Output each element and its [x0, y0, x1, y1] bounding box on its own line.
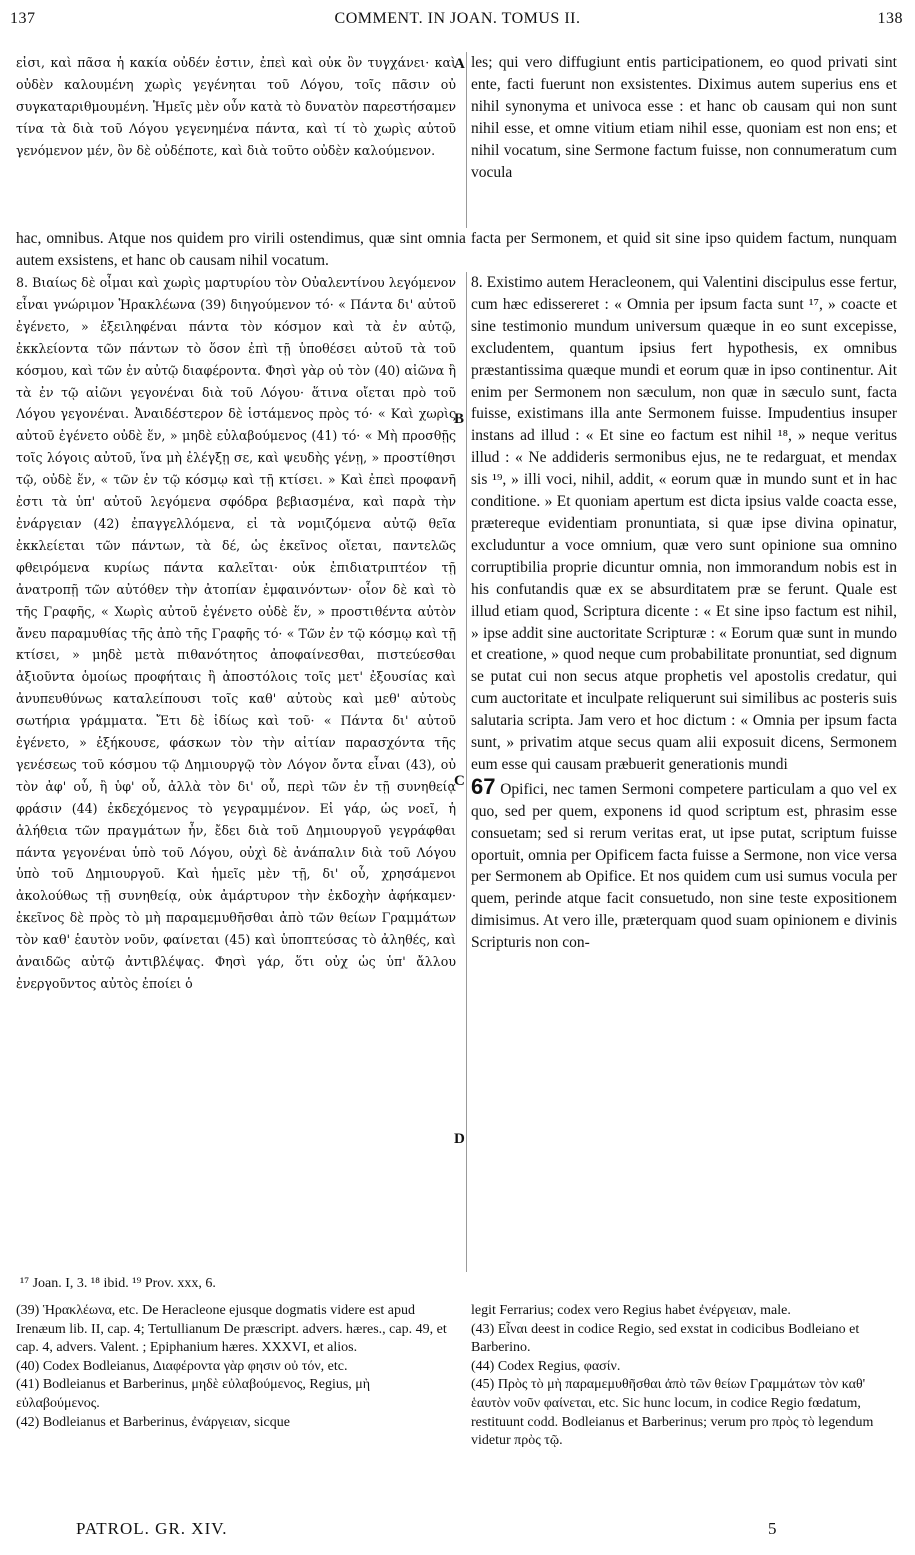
column-rule-main [466, 272, 467, 1272]
left-page-number: 137 [10, 10, 36, 27]
footnote-40: (40) Codex Bodleianus, Διαφέροντα γὰρ φησιν οὐ τόν, etc. [16, 1358, 348, 1374]
footnote-41: (41) Bodleianus et Barberinus, μηδὲ εὐλαβούμενος, Regius, μὴ εὐλαβούμενος. [16, 1377, 371, 1411]
latin-column-main [471, 272, 897, 1272]
greek-text-top: εἰσι, καὶ πᾶσα ἡ κακία οὐδέν ἐστιν, ἐπεὶ καὶ οὐκ ὂν τυγχάνει· καὶ οὐδὲν καλουμένη χωρὶς γεγένηται τοῦ Λόγου, τοῖς πᾶσιν οὐ συγκαταριθμουμένη. Ἡμεῖς μὲν οὖν κατὰ τὸ δυνατὸν παρεστήσαμεν τίνα τὰ διὰ τοῦ Λόγου γεγενημένα πάντα, καὶ τί τὸ χωρὶς αὐτοῦ γενόμενον μέν, ὂν δὲ οὐδέποτε, καὶ διὰ τοῦτο οὐδὲν καλούμενον. [16, 55, 456, 158]
column-rule-top [466, 52, 467, 228]
greek-text-main: 8. Βιαίως δὲ οἶμαι καὶ χωρὶς μαρτυρίου τὸν Οὐαλεντίνου λεγόμενον εἶναι γνώριμον Ἡρακλέωνα (39) διηγούμενον τό· « Πάντα δι' αὐτοῦ ἐγένετο, » ἐξειληφέναι πάντα τὸν κόσμον καὶ τὰ ἐν αὐτῷ, ἐκκλείοντα τῶν πάντων τὸ ὅσον ἐπὶ τῇ ὑποθέσει αὐτοῦ τὰ τοῦ κόσμου, καὶ τῶν ἐν αὐτῷ διαφέροντα. Φησὶ γὰρ οὐ τὸν (40) αἰῶνα ἢ τὰ ἐν τῷ αἰῶνι γεγονέναι διὰ τοῦ Λόγου· ἅτινα οἴεται πρὸ τοῦ Λόγου γεγονέναι. Ἀναιδέστερον δὲ ἱστάμενος πρὸς τό· « Καὶ χωρὶς αὐτοῦ ἐγένετο οὐδὲ ἕν, » μηδὲ εὐλαβούμενος (41) τό· « Μὴ προσθῇς τοῖς λόγοις αὐτοῦ, ἵνα μὴ ἐλέγξῃ σε, καὶ ψευδὴς γένῃ, » προστίθησι τῷ, οὐδὲ ἕν, « τῶν ἐν τῷ κόσμῳ καὶ τῇ κτίσει. » Καὶ ἐπεὶ προφανῆ ἐστι τὰ ὑπ' αὐτοῦ λεγόμενα σφόδρα βεβιασμένα, καὶ παρὰ τὴν ἐνάργειαν (42) ἐπαγγελλόμενα, εἰ τὰ νομιζόμενα αὐτῷ θεῖα ἐκκλείεται τῶν πάντων, τὰ δέ, ὡς ἐκεῖνος οἴεται, παντελῶς φθειρόμενα κυρίως πάντα καλεῖται· οὐκ ἐπιδιατριπτέον τῇ ἀνατροπῇ τῶν αὐτόθεν τὴν ἀτοπίαν ἐμφαινόντων· οἷον δὲ καὶ τὸ τῆς Γραφῆς, « Χωρὶς αὐτοῦ ἐγένετο οὐδὲ ἕν, » προστιθέντα αὐτὸν ἄνευ παραμυθίας τῆς ἀπὸ τῆς Γραφῆς τό· « Τῶν ἐν τῷ κόσμῳ καὶ τῇ κτίσει, » μηδὲ μετὰ πιθανότητος ἀποφαίνεσθαι, πιστεύεσθαι ἀξιοῦντα ὁμοίως προφήταις ἢ ἀποστόλοις τοῖς μετ' ἐξουσίας καὶ ἀνυπευθύνως καταλείπουσι τοῖς καθ' αὐτοὺς καὶ μεθ' αὐτοὺς σωτήρια γράμματα. Ἔτι δὲ ἰδίως καὶ τοῦ· « Πάντα δι' αὐτοῦ ἐγένετο, » ἐξήκουσε, φάσκων τὸν τὴν αἰτίαν παρασχόντα τῆς γενέσεως τοῦ κόσμου τῷ Δημιουργῷ τὸν Λόγον ὄντα εἶναι (43), οὐ τὸν ἀφ' οὗ, ἢ ὑφ' οὗ, ἀλλὰ τὸν δι' οὗ, περὶ τῶν ἐν τῇ συνηθείᾳ φράσιν (44) ἐκδεχόμενος τὸ γεγραμμένον. Εἰ γάρ, ὡς νοεῖ, ἡ ἀλήθεια τῶν πραγμάτων ἦν, ἔδει διὰ τοῦ Δημιουργοῦ γεγράφθαι πάντα γεγονέναι ὑπὸ τοῦ Λόγου, οὐχὶ δὲ ἀνάπαλιν διὰ τοῦ Λόγου ὑπὸ τοῦ Δημιουργοῦ. Καὶ ἡμεῖς μὲν τῇ, δι' οὗ, χρησάμενοι ἀκολούθως τῇ συνηθείᾳ, οὐκ ἀμάρτυρον τὴν ἐκδοχὴν ἀφήκαμεν· ἐκεῖνος δὲ πρὸς τὸ μὴ παραμεμυθῆσθαι ἀπὸ τῶν θείων Γραμμάτων τὸν καθ' ἑαυτὸν νοῦν, φαίνεται (45) καὶ ὑποπτεύσας τὸ ἀληθές, καὶ ἀναιδῶς αὐτῷ ἀντιβλέψας. Φησὶ γάρ, ὅτι οὐχ ὡς ὑπ' ἄλλου ἐνεργοῦντος αὐτὸς ἐποίει ὁ [16, 275, 456, 991]
footnotes-right [471, 1302, 897, 1514]
footnote-42-continued: legit Ferrarius; codex vero Regius habet ἐνέργειαν, male. [471, 1303, 791, 1318]
margin-letter-a: A [454, 56, 465, 72]
footnote-39: (39) Ἡρακλέωνα, etc. De Heracleone ejusque dogmatis videre est apud Irenæum lib. II, cap. 4; Tertullianum De præscript. advers. hæres., cap. 49, et cap. 4, advers. Valent. ; Epiphanium hæres. XXXVI, et alios. [16, 1303, 447, 1356]
right-page-number: 138 [877, 10, 903, 27]
latin-text-main: 8. Existimo autem Heracleonem, qui Valentini discipulus esse fertur, cum hæc edissereret : « Omnia per ipsum facta sunt ¹⁷, » coacte et sine testimonio mundum universum quæque in eo sunt excepisse, excludentem, quantum ipsius fert hypothesis, ex omnibus præstantissima quæque mundi et eorum quæ in ipso continentur. Ait enim per Sermonem non sæculum, non quæ in sæculo sunt, facta fuisse, existimans illa ante Sermonem fuisse. Impudentius insuper instans ad illud : « Et sine eo factum est nihil ¹⁸, » neque veritus illud : « Ne addideris sermonibus ejus, ne te redarguat, et mendax sis ¹⁹, » illi voci, nihil, addit, « eorum quæ in mundo sunt et in hac conditione. » Et quoniam apertum est dicta ipsius valde coacta esse, prætereque evidentiam pronuntiata, si quæ ipse divina opinatur, excluduntur a voce omnium, quæ vero sunt opinione sua omnino corruptibilia proprie dicuntur omnia, non immorandum nobis est in his confutandis quæ ex se absurditatem præ se ferunt. Quale est illud etiam quod, Scriptura dicente : « Et sine ipso factum est nihil, » ipse addit sine auctoritate Scripturæ : « Eorum quæ sunt in mundo et creatione, » quod neque cum probabilitate pronuntiat, sed dignum se putat cui non secus atque prophetis vel apostolis credatur, qui cum auctoritate et inculpate reliquerunt sui similibus ac posteris suis salutaria scripta. Jam vero et hoc dictum : « Omnia per ipsum facta sunt, » privatim atque secus quam alii exposuit dicens, Sermonem eum esse qui causam præbuerit generationis mundi [471, 274, 897, 773]
footnote-43: (43) Εἶναι deest in codice Regio, sed exstat in codicibus Bodleiano et Barberino. [471, 1321, 860, 1356]
series-footer: PATROL. GR. XIV. [76, 1519, 228, 1538]
running-header [0, 10, 915, 36]
footnote-44: (44) Codex Regius, φασίν. [471, 1358, 621, 1374]
running-title: COMMENT. IN JOAN. TOMUS II. [334, 10, 581, 27]
signature-number: 5 [768, 1519, 778, 1538]
footnote-42: (42) Bodleianus et Barberinus, ἐνάργειαν, sicque [16, 1414, 290, 1430]
scripture-references: ¹⁷ Joan. I, 3. ¹⁸ ibid. ¹⁹ Prov. xxx, 6. [20, 1276, 216, 1291]
margin-letter-b: B [454, 411, 465, 427]
margin-letter-d: D [454, 1131, 465, 1147]
footnote-45: (45) Πρὸς τὸ μὴ παραμεμυθῆσθαι ἀπὸ τῶν θείων Γραμμάτων τὸν καθ' ἑαυτὸν νοῦν φαίνεται, etc. Sic hunc locum, in codice Regio fœdatum, restituunt codd. Bodleianus et Barberinus; verum pro πρὸς τὸ legendum videtur πρὸς τῷ. [471, 1377, 874, 1449]
column-number: 67 [471, 773, 496, 799]
latin-text-top: les; qui vero diffugiunt entis participationem, eo quod privati sint ente, facti fuerunt non exsistentes. Diximus autem superius ens et nihil synonyma et univoca esse : et hanc ob causam qui non sunt nihil esse, et omne vitium etiam nihil esse, quoniam est non ens; et nihil vocatum, sine Sermone factum fuisse, non connumeratum cum vocula [471, 54, 897, 181]
footnotes-left [16, 1302, 456, 1514]
margin-letter-c: C [454, 773, 465, 789]
latin-text-continuation: Opifici, nec tamen Sermoni competere particulam a quo vel ex quo, sed per quem, exponens id quod scriptum est, phrasim esse consuetam; sed si rerum veritas erat, ut ipse putat, scriptum fuisse oportuit, omnia per Opificem facta fuisse a Sermone, non vice versa per Sermonem ab Opifice. Et nos quidem cum usi sumus vocula per quem, perinde atque facit consuetudo, non sine teste expositionem dimisimus. At vero ille, præterquam quod suam opinionem e divinis Scripturis non con- [471, 780, 897, 952]
latin-full-width-line: hac, omnibus. Atque nos quidem pro virili ostendimus, quæ sint omnia facta per Sermonem, et quid sit sine ipso quidem factum, nunquam autem exsistens, et hanc ob causam nihil vocatum. [16, 230, 897, 269]
